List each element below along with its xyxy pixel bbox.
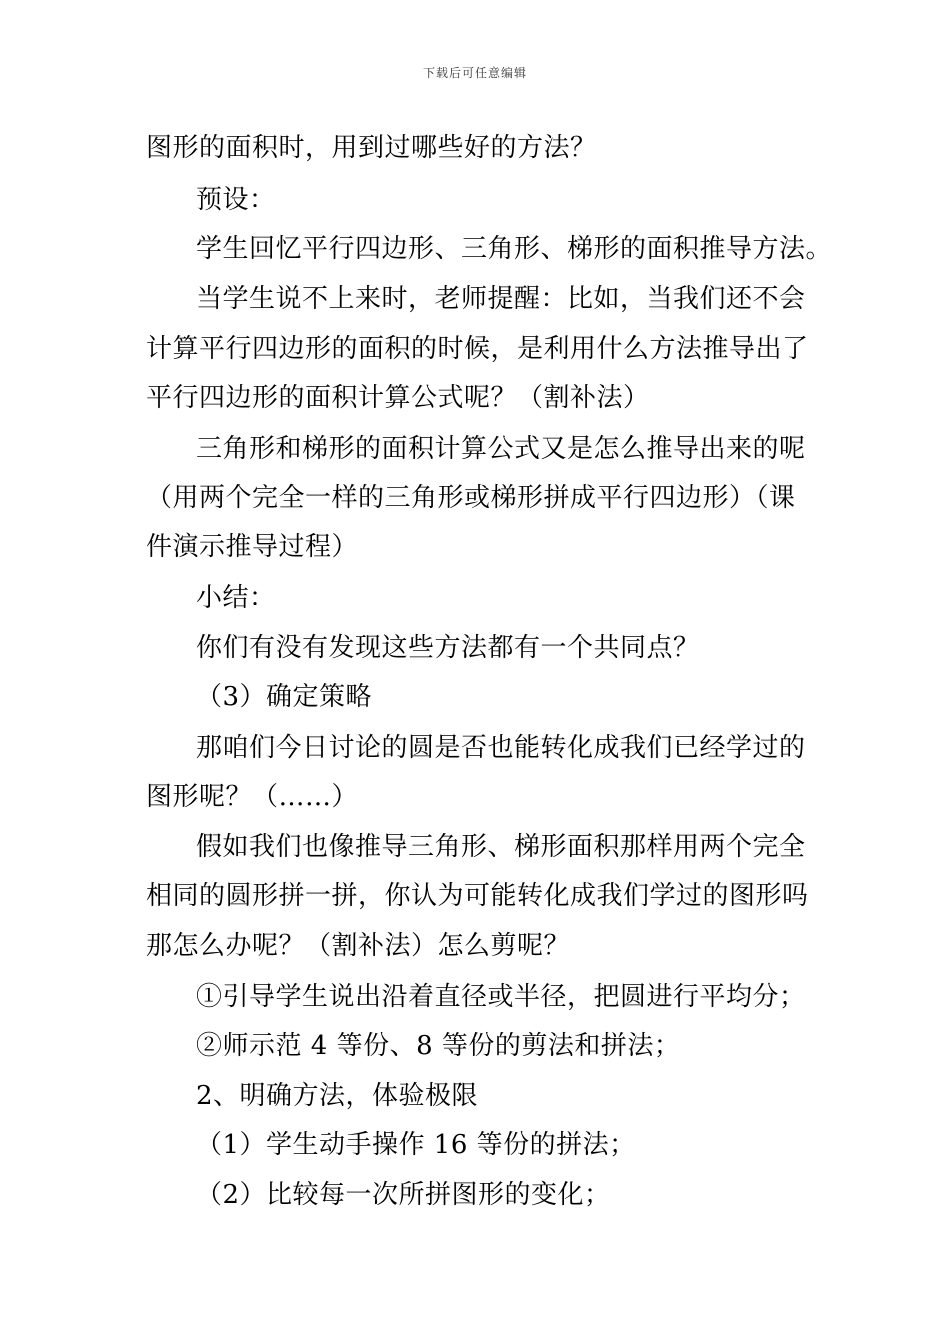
paragraph-line: 学生回忆平行四边形、三角形、梯形的面积推导方法。 (196, 234, 833, 264)
paragraph-line: 图形呢？（……） (146, 782, 359, 812)
paragraph-line: 当学生说不上来时，老师提醒：比如，当我们还不会 (196, 284, 806, 314)
paragraph-line: （用两个完全一样的三角形或梯形拼成平行四边形）（课 (146, 483, 796, 513)
paragraph-line: 相同的圆形拼一拼，你认为可能转化成我们学过的图形吗 (146, 881, 809, 911)
paragraph-line: 预设： (196, 185, 276, 215)
paragraph-line: 假如我们也像推导三角形、梯形面积那样用两个完全 (196, 832, 806, 862)
paragraph-line: 三角形和梯形的面积计算公式又是怎么推导出来的呢 (196, 434, 806, 464)
list-item: （1）学生动手操作 16 等份的拼法； (196, 1130, 636, 1160)
paragraph-line: 件演示推导过程） (146, 532, 359, 562)
paragraph-line: 计算平行四边形的面积的时候，是利用什么方法推导出了 (146, 334, 809, 364)
page-header: 下载后可任意编辑 (422, 66, 527, 80)
section-heading: 2、明确方法，体验极限 (196, 1081, 479, 1111)
paragraph-line: 小结： (196, 583, 276, 613)
paragraph-line: 平行四边形的面积计算公式呢？（割补法） (146, 383, 650, 413)
list-item: ①引导学生说出沿着直径或半径，把圆进行平均分； (196, 982, 806, 1012)
paragraph-line: 那怎么办呢？（割补法）怎么剪呢？ (146, 931, 571, 961)
list-item: ②师示范 4 等份、8 等份的剪法和拼法； (196, 1031, 681, 1061)
paragraph-line: 图形的面积时，用到过哪些好的方法？ (146, 133, 597, 163)
section-heading: （3）确定策略 (196, 682, 373, 712)
paragraph-line: 你们有没有发现这些方法都有一个共同点？ (196, 633, 700, 663)
paragraph-line: 那咱们今日讨论的圆是否也能转化成我们已经学过的 (196, 733, 806, 763)
list-item: （2）比较每一次所拼图形的变化； (196, 1180, 611, 1210)
